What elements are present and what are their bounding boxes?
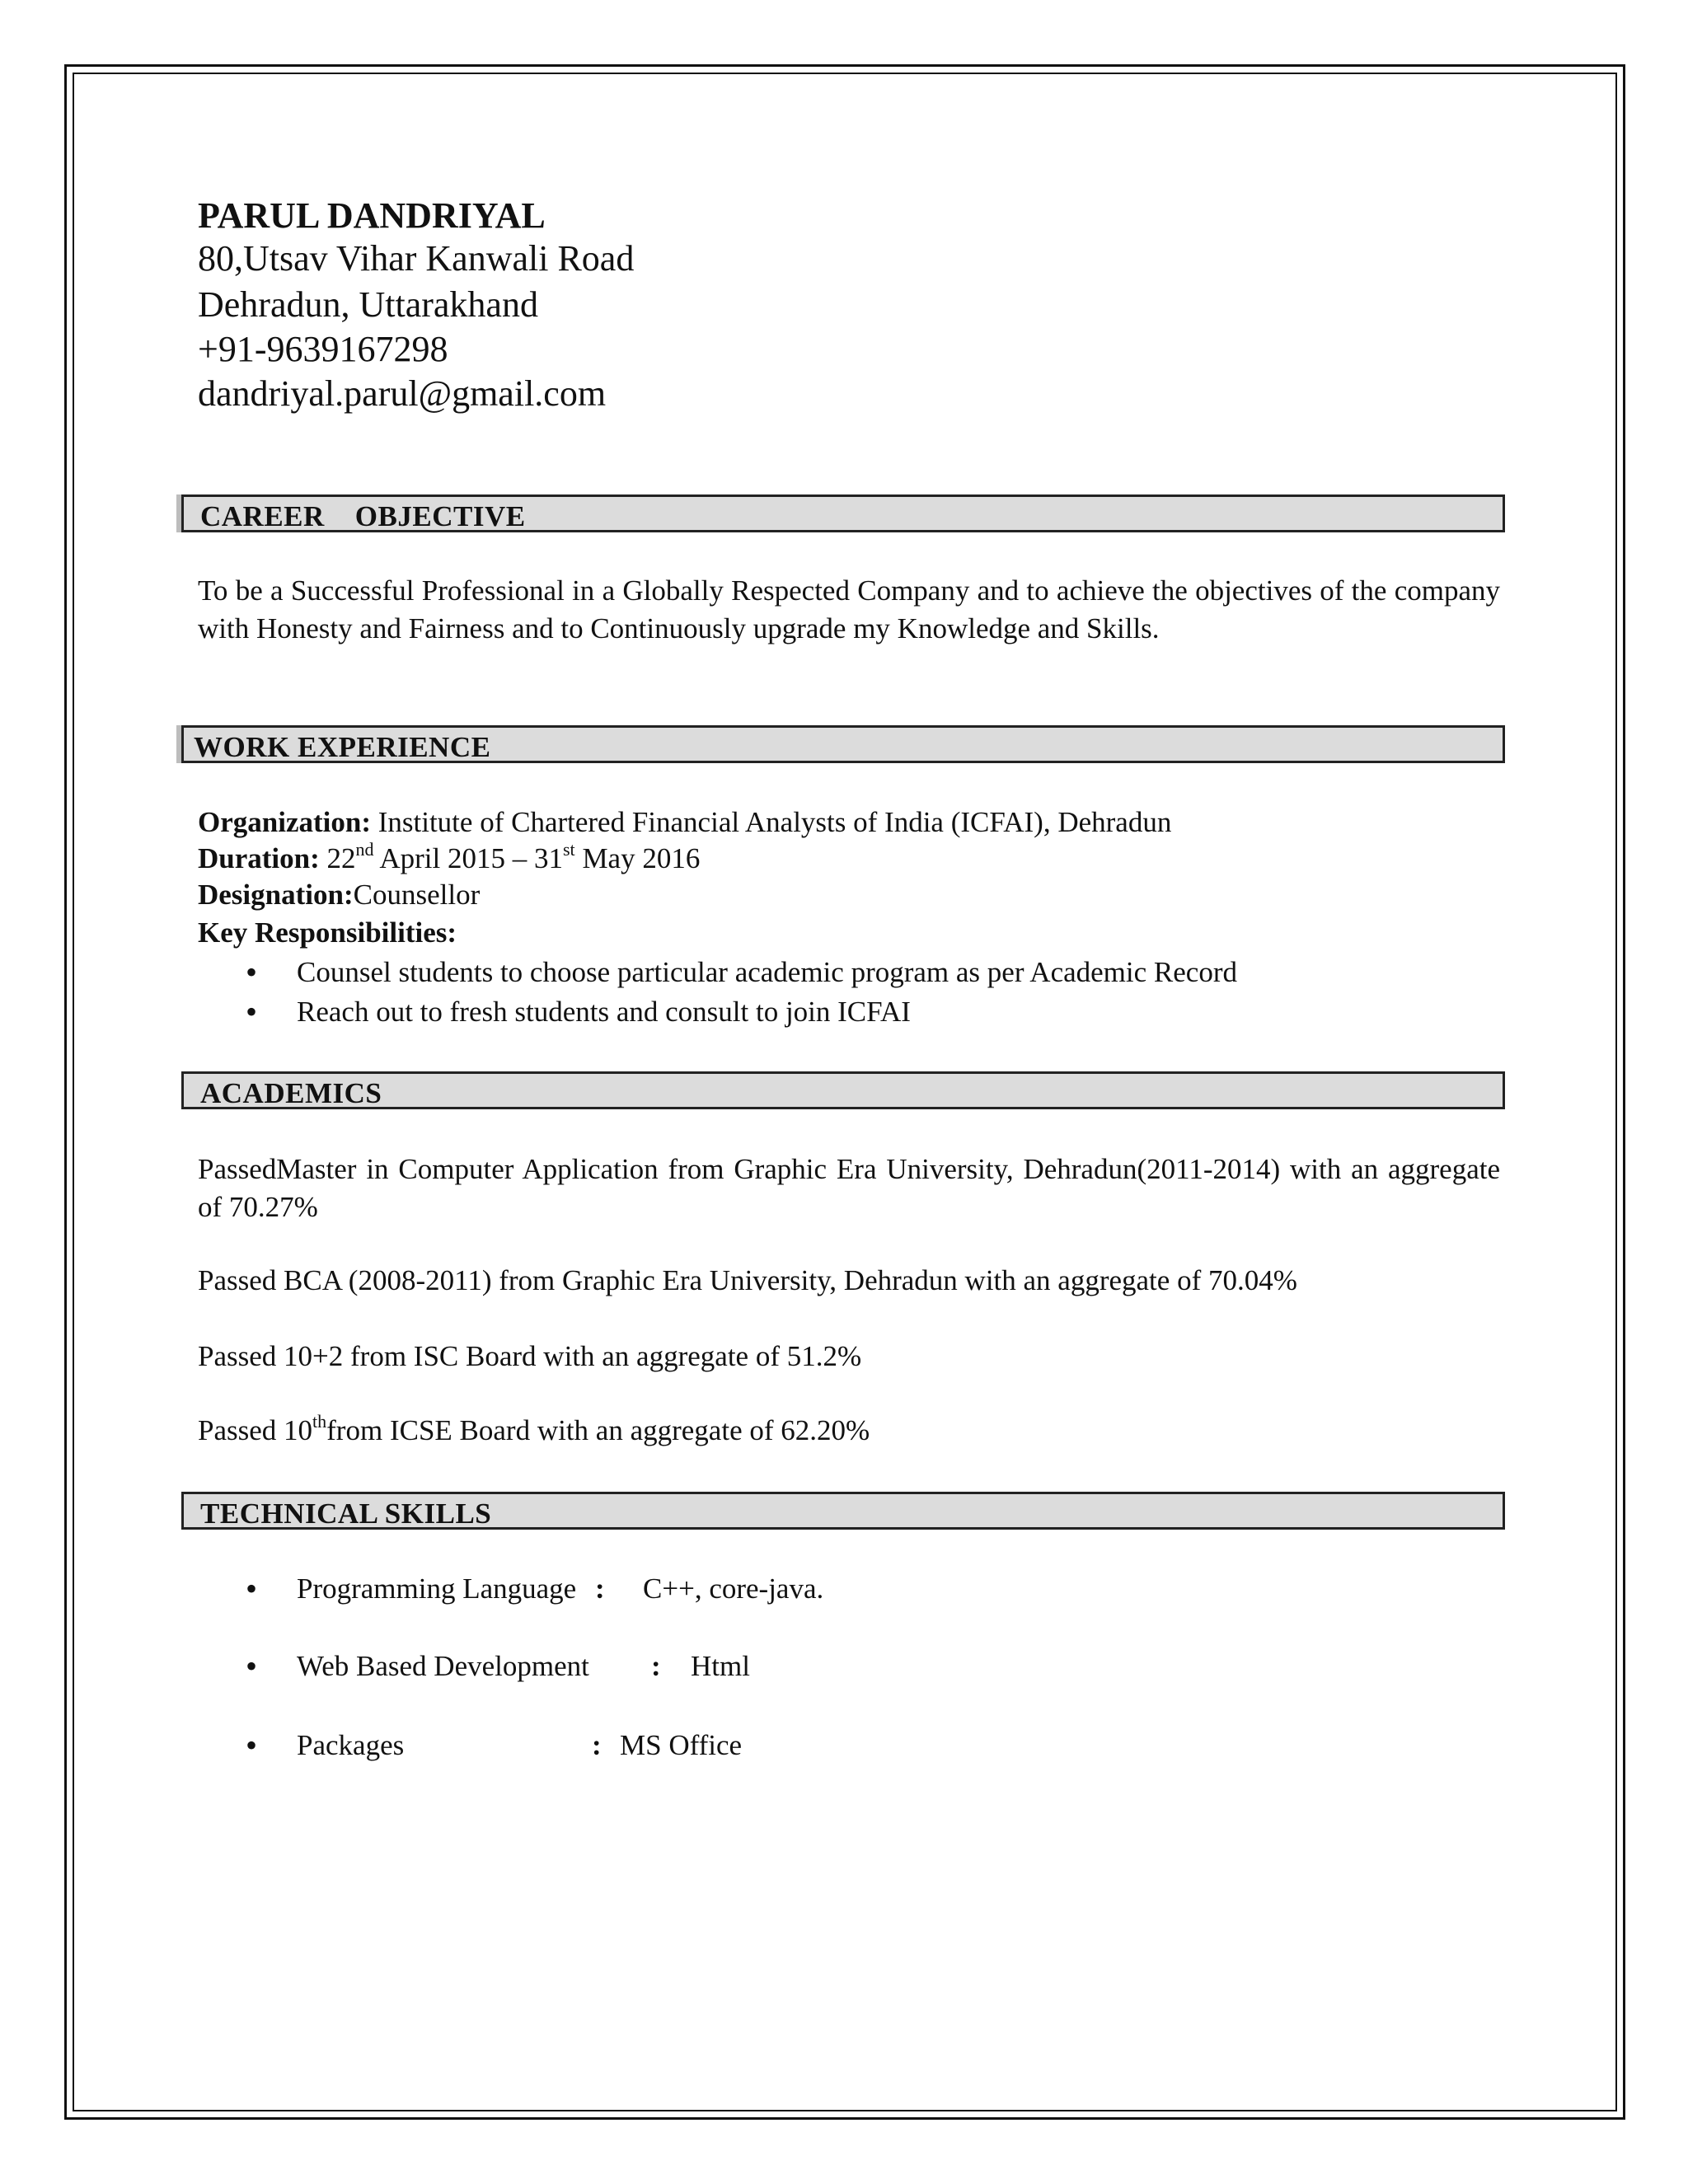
responsibilities-label: Key Responsibilities: [198, 916, 457, 949]
duration-end-rest: May 2016 [582, 842, 701, 874]
duration-end-suffix: st [563, 839, 575, 860]
organization-label: Organization: [198, 806, 371, 838]
phone-number: +91-9639167298 [198, 329, 448, 369]
career-objective-text: To be a Successful Professional in a Globally Respected Company and to achieve the objectives of the company with Honesty and Fairness and to Continuously upgrade my Knowledge and Skills. [198, 574, 1500, 644]
bullet-icon: • [246, 1570, 258, 1607]
academics-heading-bar [181, 1071, 1505, 1109]
organization-line [198, 806, 1171, 839]
address-line-1: 80,Utsav Vihar Kanwali Road [198, 238, 635, 279]
bullet-icon: • [246, 993, 258, 1030]
skill-label: Web Based Development [297, 1650, 589, 1682]
academics-entry: Passed BCA (2008-2011) from Graphic Era University, Dehradun with an aggregate of 70.04% [198, 1264, 1297, 1296]
technical-skills-title: TECHNICAL SKILLS [200, 1497, 492, 1530]
skill-value: MS Office [620, 1729, 743, 1761]
skill-separator: : [595, 1572, 605, 1605]
bullet-icon: • [246, 1647, 258, 1685]
responsibilities-heading [198, 916, 457, 949]
responsibility-item: Reach out to fresh students and consult to join ICFAI [297, 996, 911, 1028]
tenth-suffix: th [312, 1411, 327, 1432]
bullet-icon: • [246, 1727, 258, 1764]
duration-label: Duration: [198, 842, 320, 874]
skill-label: Packages [297, 1729, 405, 1761]
academics-entry-tenth [198, 1411, 870, 1447]
work-experience-title: WORK EXPERIENCE [194, 731, 491, 763]
duration-start-rest: April 2015 – 31 [379, 842, 563, 874]
duration-start-suffix: nd [355, 839, 374, 860]
tenth-rest: from ICSE Board with an aggregate of 62.20% [326, 1414, 870, 1446]
work-experience-heading-bar [181, 725, 1505, 763]
designation-label: Designation: [198, 879, 354, 911]
duration-line [198, 839, 701, 875]
skill-label: Programming Language [297, 1572, 577, 1605]
academics-entry: PassedMaster in Computer Application from Graphic Era University, Dehradun(2011-2014) with an aggregate of 70.27% [198, 1153, 1500, 1223]
tenth-prefix: Passed 10 [198, 1414, 313, 1446]
technical-skills-heading-bar [181, 1492, 1505, 1530]
skill-value: Html [691, 1650, 750, 1682]
skill-value: C++, core-java. [643, 1572, 824, 1605]
responsibility-item: Counsel students to choose particular academic program as per Academic Record [297, 956, 1237, 988]
academics-title: ACADEMICS [200, 1077, 382, 1109]
organization-value: Institute of Chartered Financial Analysts of India (ICFAI), Dehradun [377, 806, 1172, 838]
career-objective-heading-bar [181, 494, 1505, 532]
skill-separator: : [592, 1729, 602, 1761]
candidate-name: PARUL DANDRIYAL [198, 195, 546, 236]
duration-start-day: 22 [326, 842, 356, 874]
skill-separator: : [651, 1650, 661, 1682]
address-line-2: Dehradun, Uttarakhand [198, 284, 538, 325]
career-objective-title: CAREER OBJECTIVE [200, 500, 526, 532]
designation-value: Counsellor [353, 879, 481, 911]
email-address: dandriyal.parul@gmail.com [198, 373, 607, 414]
designation-line [198, 879, 480, 912]
bullet-icon: • [246, 954, 258, 991]
academics-entry: Passed 10+2 from ISC Board with an aggregate of 51.2% [198, 1340, 862, 1372]
